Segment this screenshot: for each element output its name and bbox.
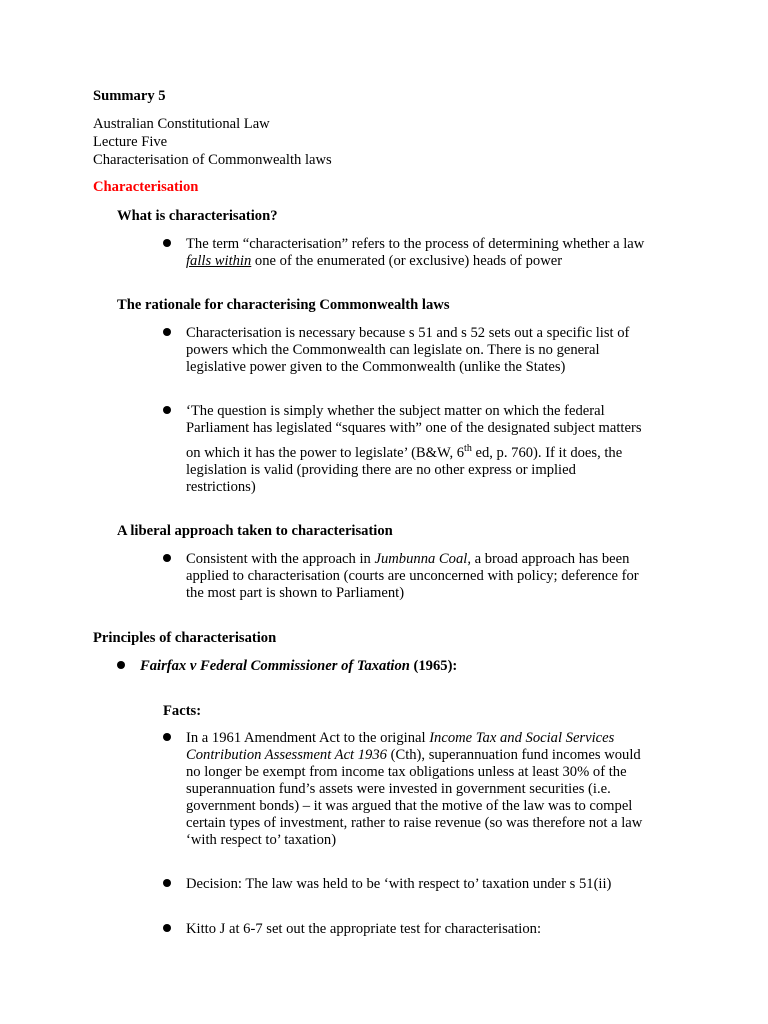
bullet-text-fragment: ed, p. 760). If it does, the	[471, 445, 623, 461]
case-year: (1965):	[409, 658, 458, 674]
bullet-icon	[163, 924, 171, 932]
bullet-text-line: certain types of investment, rather to raise revenue (so was therefore not a law	[186, 815, 643, 831]
bullet-text-line	[186, 445, 622, 462]
bullet-text-fragment: on which it has the power to legislate’ (B&W, 6	[186, 445, 465, 461]
superscript-ordinal: th	[464, 443, 472, 454]
case-name: Fairfax v Federal Commissioner of Taxation	[140, 658, 410, 674]
bullet-text-line: Kitto J at 6-7 set out the appropriate test for characterisation:	[186, 921, 541, 937]
bullet-text-line: powers which the Commonwealth can legislate on. There is no general	[186, 342, 600, 358]
bullet-icon	[163, 879, 171, 887]
bullet-text-line: superannuation fund’s assets were invested in government securities (i.e.	[186, 781, 611, 797]
bullet-text-line	[186, 551, 629, 568]
subheading-rationale: The rationale for characterising Commonwealth laws	[117, 297, 450, 313]
bullet-text-fragment: one of the enumerated (or exclusive) heads of power	[251, 253, 563, 269]
bullet-text-line: no longer be exempt from income tax obligations unless at least 30% of the	[186, 764, 627, 780]
case-name: Jumbunna Coal	[374, 551, 468, 567]
bullet-icon	[163, 406, 171, 414]
bullet-text-fragment: Consistent with the approach in	[186, 551, 375, 567]
case-heading	[140, 658, 457, 675]
bullet-icon	[117, 661, 125, 669]
bullet-text-line: legislative power given to the Commonwealth (unlike the States)	[186, 359, 566, 375]
bullet-text-line: Parliament has legislated “squares with” one of the designated subject matters	[186, 420, 642, 436]
lecture-number: Lecture Five	[93, 134, 168, 150]
act-name: Contribution Assessment Act 1936	[186, 747, 387, 763]
subheading-facts: Facts:	[163, 703, 202, 719]
bullet-text-fragment: , a broad approach has been	[467, 551, 630, 567]
bullet-text-line: Characterisation is necessary because s 51 and s 52 sets out a specific list of	[186, 325, 630, 341]
bullet-text-line	[186, 253, 562, 270]
bullet-text-line: government bonds) – it was argued that the motive of the law was to compel	[186, 798, 633, 814]
bullet-text-line: the most part is shown to Parliament)	[186, 585, 405, 601]
bullet-text-line: The term “characterisation” refers to the process of determining whether a law	[186, 236, 645, 252]
bullet-icon	[163, 554, 171, 562]
section-heading-principles: Principles of characterisation	[93, 630, 277, 646]
section-heading-characterisation: Characterisation	[93, 179, 199, 195]
bullet-text-fragment: (Cth), superannuation fund incomes would	[386, 747, 641, 763]
lecture-topic: Characterisation of Commonwealth laws	[93, 152, 332, 168]
summary-title: Summary 5	[93, 88, 166, 104]
bullet-text-line: ‘The question is simply whether the subject matter on which the federal	[186, 403, 605, 419]
bullet-text-line	[186, 730, 614, 747]
act-name: Income Tax and Social Services	[429, 730, 615, 746]
bullet-icon	[163, 239, 171, 247]
bullet-icon	[163, 733, 171, 741]
emphasis-text: falls within	[186, 253, 252, 269]
bullet-icon	[163, 328, 171, 336]
bullet-text-line: applied to characterisation (courts are unconcerned with policy; deference for	[186, 568, 639, 584]
bullet-text-line: ‘with respect to’ taxation)	[186, 832, 337, 848]
subheading-liberal-approach: A liberal approach taken to characterisation	[117, 523, 393, 539]
course-title: Australian Constitutional Law	[93, 116, 270, 132]
bullet-text-line: Decision: The law was held to be ‘with respect to’ taxation under s 51(ii)	[186, 876, 612, 892]
bullet-text-line	[186, 747, 641, 764]
subheading-what-is: What is characterisation?	[117, 208, 278, 224]
bullet-text-fragment: In a 1961 Amendment Act to the original	[186, 730, 430, 746]
bullet-text-line: legislation is valid (providing there are no other express or implied	[186, 462, 576, 478]
bullet-text-line: restrictions)	[186, 479, 256, 495]
